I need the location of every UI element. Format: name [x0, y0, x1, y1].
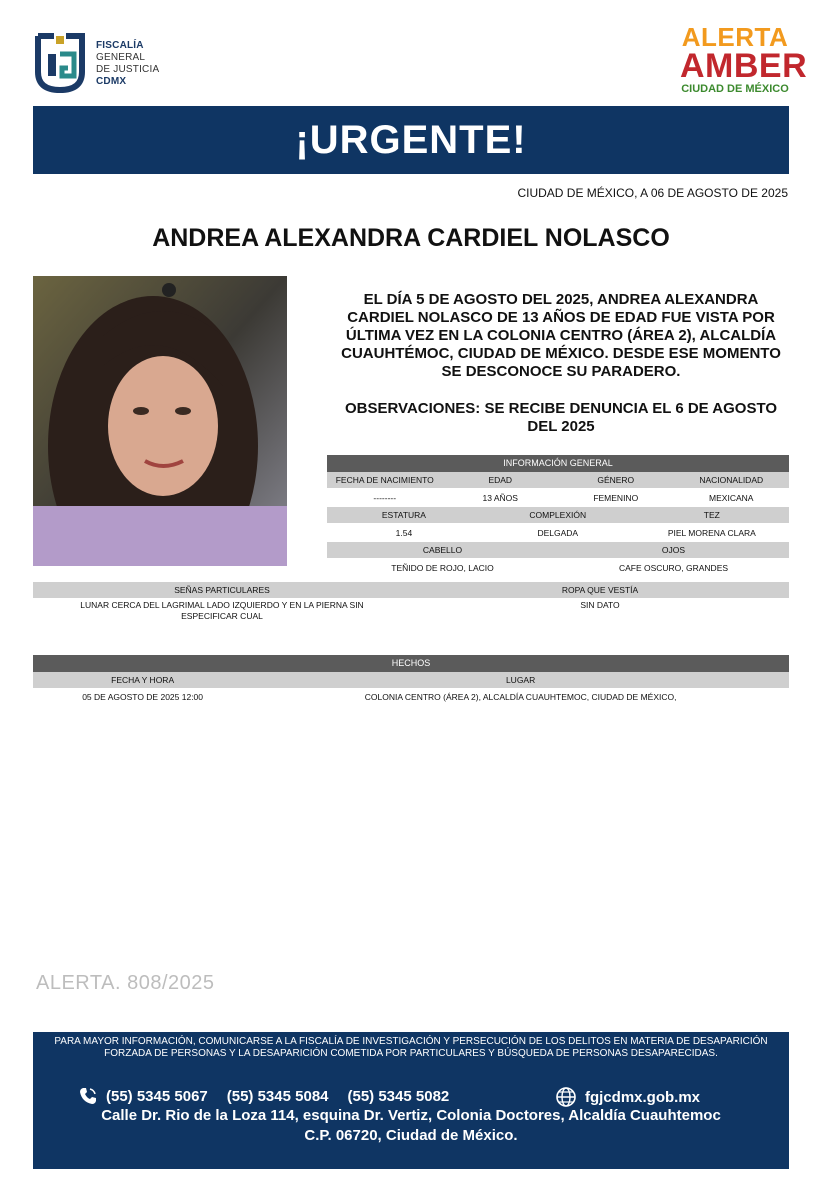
- address: [33, 1106, 789, 1146]
- website: [555, 1086, 700, 1108]
- table-cell: EDAD: [488, 475, 513, 485]
- phone-number-1[interactable]: (55) 5345 5067: [106, 1087, 208, 1105]
- org-name: [96, 40, 159, 88]
- footer: [33, 1032, 789, 1169]
- table-cell: ESTATURA: [381, 510, 426, 520]
- general-info-header-row-1: [327, 472, 789, 488]
- table-cell: 1.54: [395, 528, 413, 538]
- date-line: CIUDAD DE MÉXICO, A 06 DE AGOSTO DE 2025: [517, 186, 788, 200]
- amber-line-3: CIUDAD DE MÉXICO: [681, 83, 789, 95]
- particulars-table: [33, 582, 789, 622]
- table-cell: CAFE OSCURO, GRANDES: [618, 563, 729, 573]
- facts-header-row: [33, 672, 789, 688]
- org-line-3: DE JUSTICIA: [96, 64, 160, 75]
- person-name: ANDREA ALEXANDRA CARDIEL NOLASCO: [152, 224, 670, 252]
- facts-table: [33, 655, 789, 704]
- org-line-4: CDMX: [96, 76, 127, 87]
- table-cell: PIEL MORENA CLARA: [667, 528, 756, 538]
- amber-line-2: AMBER: [680, 47, 808, 85]
- table-cell: DELGADA: [537, 528, 579, 538]
- facts-value-row: [33, 688, 789, 704]
- general-info-value-row-1: [327, 488, 789, 507]
- org-line-1: FISCALÍA: [96, 40, 144, 51]
- urgent-banner: ¡URGENTE!: [33, 106, 789, 174]
- table-cell: ROPA QUE VESTÍA: [561, 585, 639, 595]
- table-cell: 13 AÑOS: [482, 493, 518, 503]
- phone-number-2[interactable]: (55) 5345 5084: [226, 1087, 329, 1105]
- table-cell: COMPLEXIÓN: [529, 510, 587, 520]
- table-cell: LUGAR: [505, 675, 536, 685]
- table-cell: CABELLO: [422, 545, 463, 555]
- table-cell: NACIONALIDAD: [699, 475, 764, 485]
- table-cell: SIN DATO: [580, 600, 620, 610]
- website-link[interactable]: fgjcdmx.gob.mx: [585, 1088, 701, 1106]
- table-cell: COLONIA CENTRO (ÁREA 2), ALCALDÍA CUAUHTEMOC, CIUDAD DE MÉXICO,: [364, 692, 677, 702]
- table-cell: TEÑIDO DE ROJO, LACIO: [391, 563, 494, 573]
- phone-icon: [78, 1086, 98, 1106]
- table-cell: TEZ: [703, 510, 720, 520]
- fgj-logo-icon: [34, 32, 86, 94]
- description: EL DÍA 5 DE AGOSTO DEL 2025, ANDREA ALEXANDRA CARDIEL NOLASCO DE 13 AÑOS DE EDAD FUE VISTA POR ÚLTIMA VEZ EN LA COLONIA CENTRO (ÁREA 2), ALCALDÍA CUAUHTÉMOC, CIUDAD DE MÉXICO. DESDE ESE MOMENTO SE DESCONOCE SU PARADERO.: [341, 291, 781, 380]
- observations: OBSERVACIONES: SE RECIBE DENUNCIA EL 6 DE AGOSTO DEL 2025: [344, 400, 778, 435]
- table-cell: FECHA Y HORA: [111, 675, 175, 685]
- table-cell: OJOS: [661, 545, 686, 555]
- table-cell: FEMENINO: [593, 493, 639, 503]
- general-info-header-row-3: [327, 542, 789, 558]
- address-line-2: C.P. 06720, Ciudad de México.: [304, 1127, 518, 1144]
- table-cell: MEXICANA: [709, 493, 754, 503]
- footer-info: PARA MAYOR INFORMACIÓN, COMUNICARSE A LA FISCALÍA DE INVESTIGACIÓN Y PERSECUCIÓN DE LOS DELITOS EN MATERIA DE DESAPARICIÓN FORZADA DE PERSONAS Y LA DESAPARICIÓN COMETIDA POR PARTICULARES Y BÚSQUEDA DE PERSONAS DESAPARECIDAS.: [54, 1036, 768, 1059]
- globe-icon: [555, 1086, 577, 1108]
- particulars-value-row: [33, 598, 789, 622]
- address-line-1: Calle Dr. Rio de la Loza 114, esquina Dr. Vertiz, Colonia Doctores, Alcaldía Cuauhtemoc: [101, 1107, 721, 1124]
- general-info-header-row-2: [327, 507, 789, 523]
- alert-number: ALERTA. 808/2025: [36, 972, 215, 994]
- alerta-amber-logo: [680, 22, 808, 102]
- general-info-value-row-3: [327, 558, 789, 577]
- person-photo: [33, 276, 287, 566]
- phone-number-3[interactable]: (55) 5345 5082: [347, 1087, 450, 1105]
- particulars-header-row: [33, 582, 789, 598]
- general-info-title: INFORMACIÓN GENERAL: [327, 455, 789, 472]
- org-line-2: GENERAL: [96, 52, 146, 63]
- table-cell: --------: [373, 493, 397, 503]
- general-info-table: [327, 455, 789, 577]
- facts-title: HECHOS: [33, 655, 789, 672]
- general-info-value-row-2: [327, 523, 789, 542]
- table-cell: 05 DE AGOSTO DE 2025 12:00: [82, 692, 204, 702]
- table-cell: SEÑAS PARTICULARES: [174, 585, 270, 595]
- amber-line-1: ALERTA: [681, 22, 789, 52]
- table-cell: GÉNERO: [597, 475, 635, 485]
- table-cell: LUNAR CERCA DEL LAGRIMAL LADO IZQUIERDO Y EN LA PIERNA SIN ESPECIFICAR CUAL: [80, 600, 364, 621]
- phone-numbers: [78, 1086, 468, 1106]
- table-cell: FECHA DE NACIMIENTO: [335, 475, 434, 485]
